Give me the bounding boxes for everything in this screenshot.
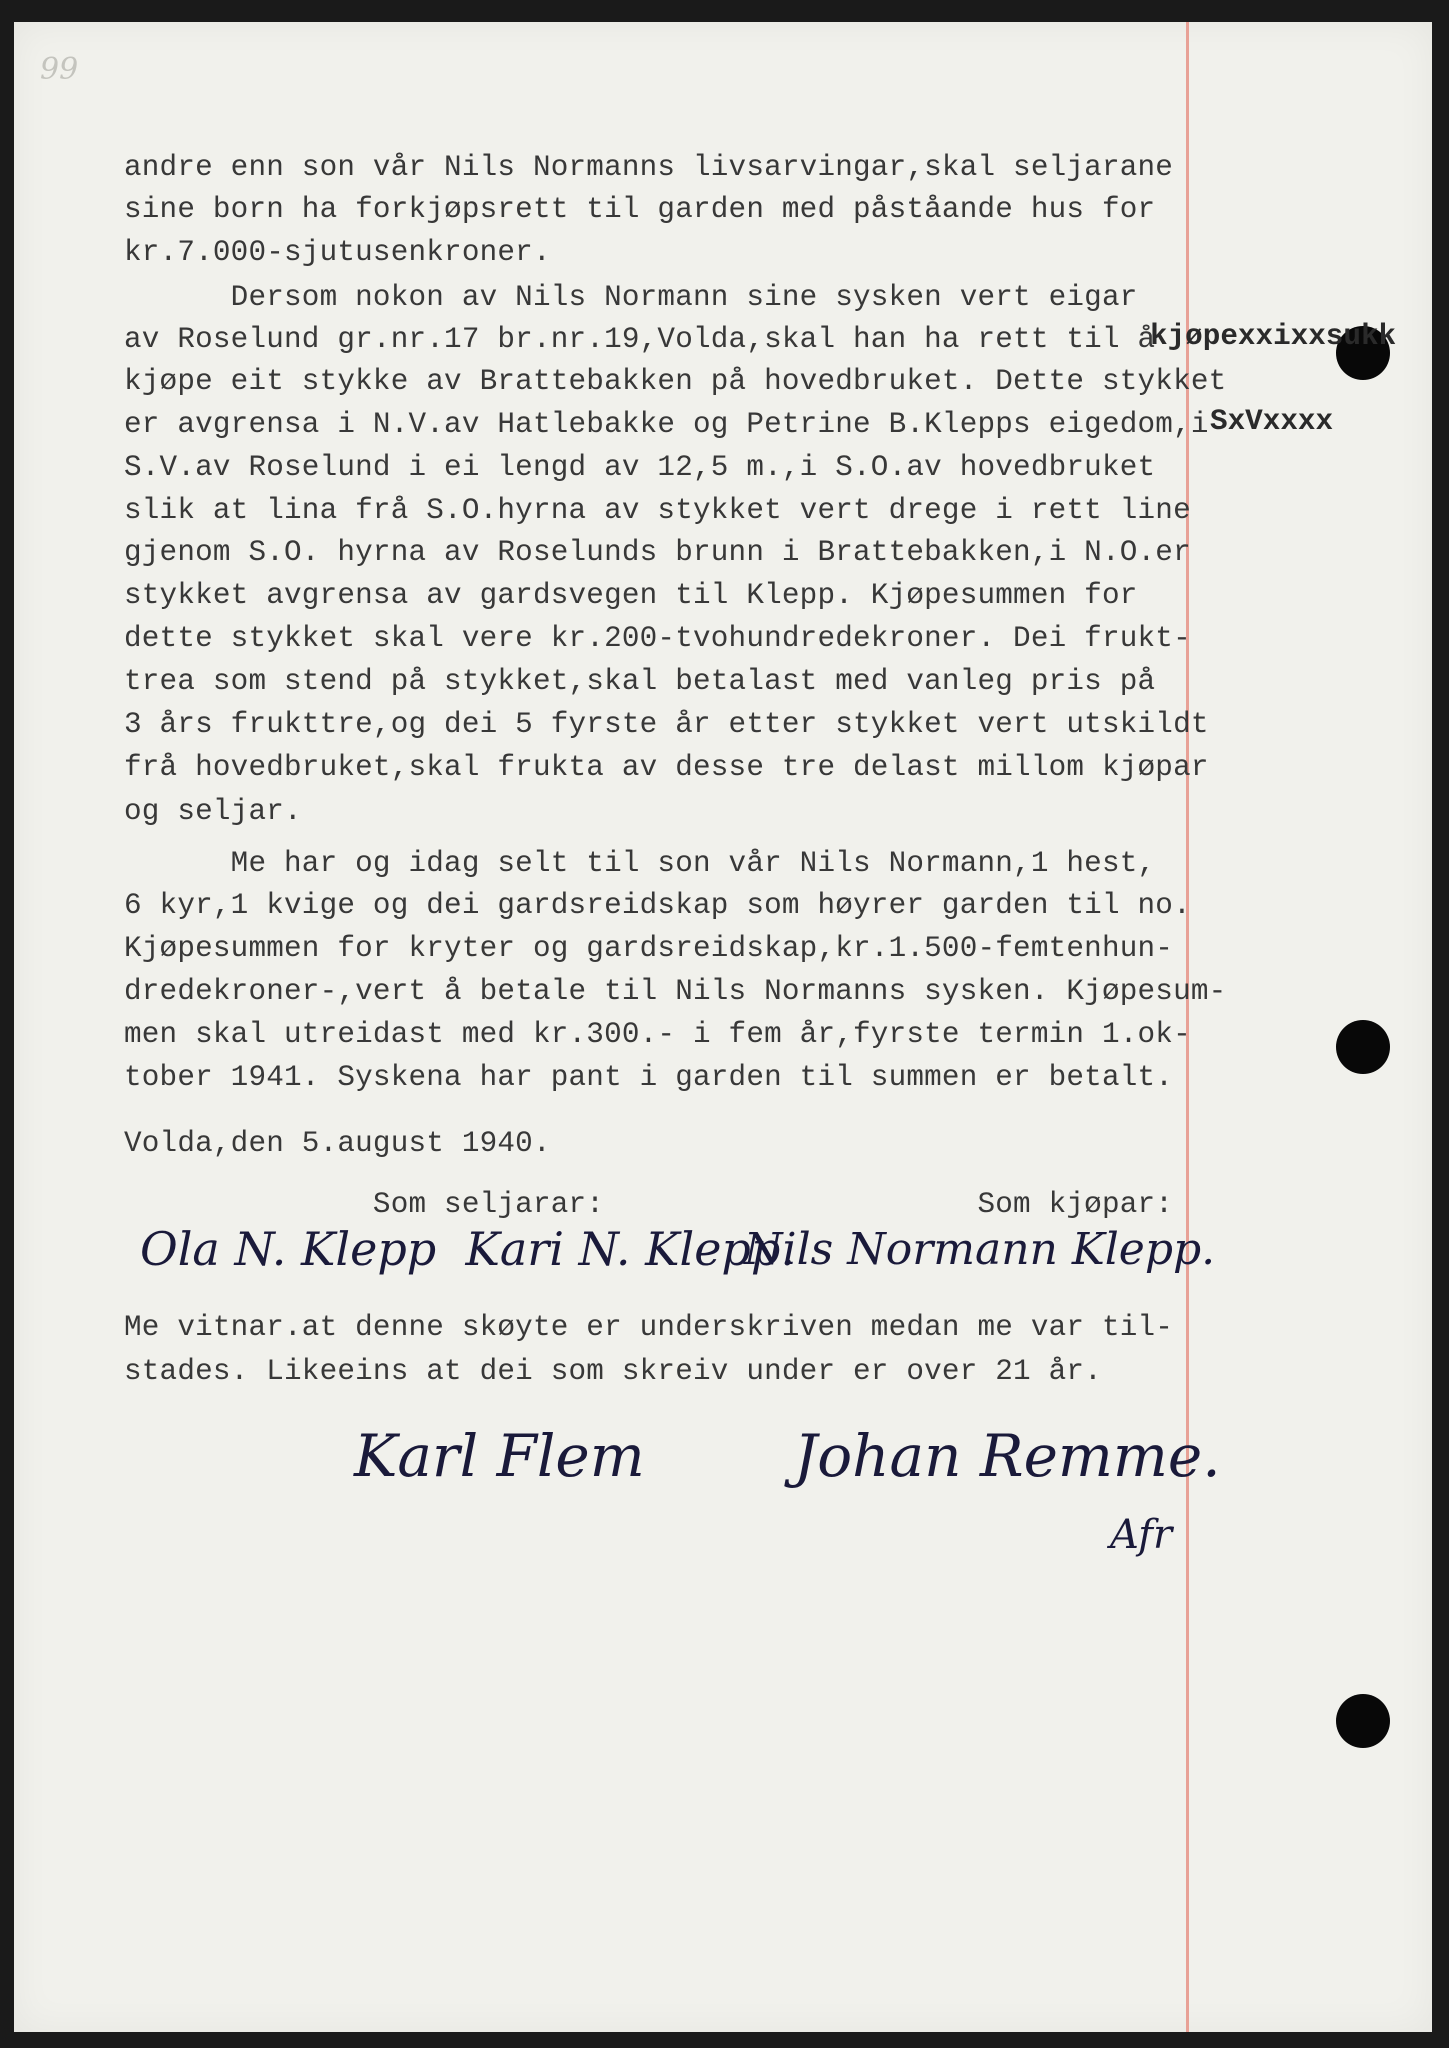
text-line: sine born ha forkjøpsrett til garden med påståande hus for (124, 193, 1156, 226)
text-line: Volda,den 5.august 1940. (124, 1127, 551, 1160)
text-line: frå hovedbruket,skal frukta av desse tre delast millom kjøpar (124, 751, 1209, 784)
corner-page-number: 99 (40, 52, 79, 87)
text-line: Kjøpesummen for kryter og gardsreidskap,kr.1.500-femtenhun- (124, 932, 1174, 965)
text-line: stades. Likeeins at dei som skreiv under er over 21 år. (124, 1355, 1102, 1388)
buyer-signature: Nils Normann Klepp. (744, 1224, 1216, 1275)
text-line: stykket avgrensa av gardsvegen til Klepp. Kjøpesummen for (124, 579, 1138, 612)
text-line: av Roselund gr.nr.17 br.nr.19,Volda,skal han ha rett til å (124, 323, 1156, 356)
punch-hole (1336, 1694, 1390, 1748)
text-line: og seljar. (124, 795, 302, 828)
witness-signature: Karl Flem (354, 1422, 645, 1490)
text-line: 3 års frukttre,og dei 5 fyrste år etter stykket vert utskildt (124, 708, 1209, 741)
text-line: gjenom S.O. hyrna av Roselunds brunn i Brattebakken,i N.O.er (124, 536, 1191, 569)
struck-out-text: kjøpexxixxsukk (1150, 320, 1397, 353)
struck-out-text: SxVxxxx (1210, 405, 1334, 438)
text-line: Me vitnar.at denne skøyte er underskriven medan me var til- (124, 1311, 1174, 1344)
text-line: kr.7.000-sjutusenkroner. (124, 236, 551, 269)
seller-signatures: Ola N. Klepp Kari N. Klepp. (140, 1222, 795, 1276)
text-line: kjøpe eit stykke av Brattebakken på hovedbruket. Dette stykket (124, 365, 1227, 398)
punch-hole (1336, 1020, 1390, 1074)
text-line: andre enn son vår Nils Normanns livsarvingar,skal seljarane (124, 151, 1174, 184)
text-line: Som seljarar: Som kjøpar: (124, 1188, 1174, 1221)
text-line: trea som stend på stykket,skal betalast med vanleg pris på (124, 665, 1156, 698)
text-line: Dersom nokon av Nils Normann sine sysken vert eigar (124, 281, 1138, 314)
text-line: S.V.av Roselund i ei lengd av 12,5 m.,i S.O.av hovedbruket (124, 451, 1156, 484)
witness-initials: Afr (1110, 1512, 1173, 1558)
text-line: er avgrensa i N.V.av Hatlebakke og Petrine B.Klepps eigedom,i (124, 408, 1209, 441)
text-line: men skal utreidast med kr.300.- i fem år,fyrste termin 1.ok- (124, 1018, 1191, 1051)
text-line: dette stykket skal vere kr.200-tvohundredekroner. Dei frukt- (124, 622, 1191, 655)
text-line: tober 1941. Syskena har pant i garden til summen er betalt. (124, 1061, 1174, 1094)
text-line: dredekroner-,vert å betale til Nils Normanns sysken. Kjøpesum- (124, 975, 1227, 1008)
text-line: slik at lina frå S.O.hyrna av stykket vert drege i rett line (124, 494, 1191, 527)
witness-signature: Johan Remme. (794, 1422, 1221, 1490)
text-line: 6 kyr,1 kvige og dei gardsreidskap som høyrer garden til no. (124, 889, 1191, 922)
document-page (14, 22, 1432, 2032)
text-line: Me har og idag selt til son vår Nils Normann,1 hest, (124, 847, 1156, 880)
